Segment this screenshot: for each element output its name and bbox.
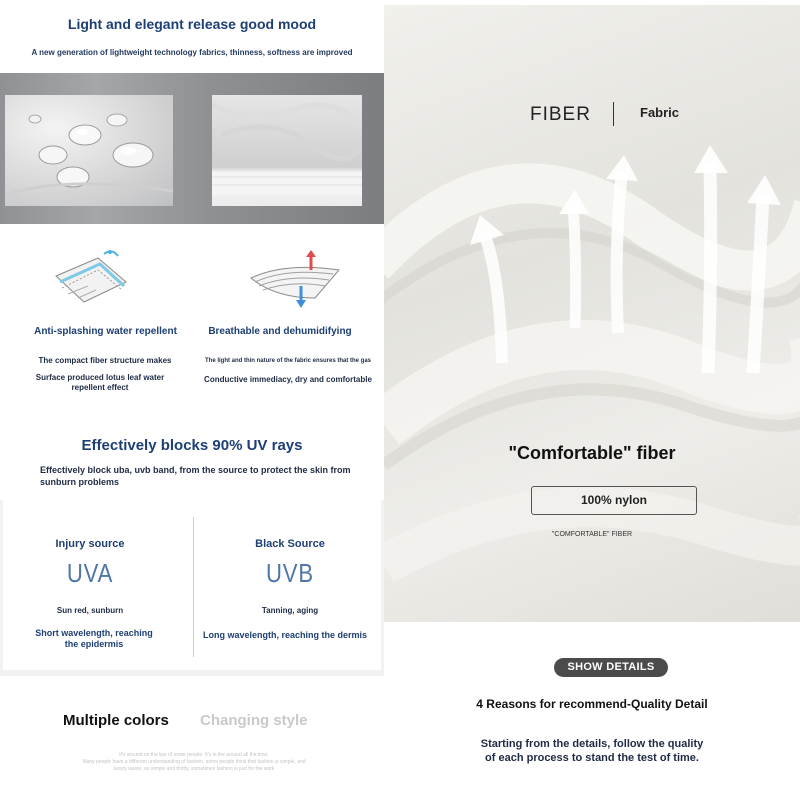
fabric-layer-image [212,95,362,206]
fine-print-line: luxury waste, as simple and thrifty, sometimes fashion is just for the work [113,766,275,772]
section-subtitle: A new generation of lightweight technology fabrics, thinness, softness are improved [31,48,353,57]
changing-style-label: Changing style [200,712,308,729]
divider [613,102,614,126]
uva-detail: Short wavelength, reaching the epidermis [35,628,153,649]
up-arrow-icon [470,215,520,365]
up-arrow-icon [690,145,735,375]
divider [193,517,194,657]
up-arrow-icon [735,175,785,375]
uvb-detail: Long wavelength, reaching the dermis [202,630,368,640]
uvb-heading: Black Source [255,538,325,550]
water-drops-fabric-image [5,95,173,206]
details-line: of each process to stand the test of time. [485,752,699,764]
up-arrow-icon [598,155,643,335]
reasons-heading: 4 Reasons for recommend-Quality Detail [476,697,708,711]
comfortable-fiber-title: "Comfortable" fiber [508,443,676,463]
uvb-effect: Tanning, aging [261,606,319,615]
uva-heading: Injury source [55,538,125,550]
fine-print-line: Many people have a different understanding of fashion, some people think that fashion is simple, and [82,759,306,765]
feature-desc-line: The compact fiber structure makes [38,356,172,365]
nylon-badge: 100% nylon [531,486,697,515]
comfortable-fiber-subtitle: "COMFORTABLE" FIBER [551,531,633,538]
feature-desc-line: repellent effect [71,383,129,392]
feature-desc-line: The light and thin nature of the fabric ensures that the gas [204,358,372,364]
fabric-word: Fabric [640,105,680,120]
feature-desc-line: Conductive immediacy, dry and comfortable [204,375,372,384]
water-repel-icon [48,248,133,313]
uva-code: UVA [66,558,114,588]
breathable-icon [245,248,345,313]
uv-title: Effectively blocks 90% UV rays [81,437,303,454]
details-line: Starting from the details, follow the quality [480,738,704,750]
section-title: Light and elegant release good mood [67,16,317,32]
up-arrow-icon [555,190,595,330]
feature-desc-line: Surface produced lotus leaf water [35,373,165,382]
uvb-code: UVB [266,558,314,588]
uva-effect: Sun red, sunburn [56,606,124,615]
fiber-word: FIBER [530,104,591,125]
fashion-fine-print [60,752,328,773]
multiple-colors-label: Multiple colors [63,712,169,729]
show-details-badge: SHOW DETAILS [554,658,668,677]
feature-label-water-repellent: Anti-splashing water repellent [34,326,177,337]
fine-print-line: It's around on the lips of some people. It's in the around all the time. [119,752,269,758]
feature-label-breathable: Breathable and dehumidifying [208,326,352,337]
uv-description: Effectively block uba, uvb band, from the source to protect the skin from sunburn problems [40,465,351,487]
